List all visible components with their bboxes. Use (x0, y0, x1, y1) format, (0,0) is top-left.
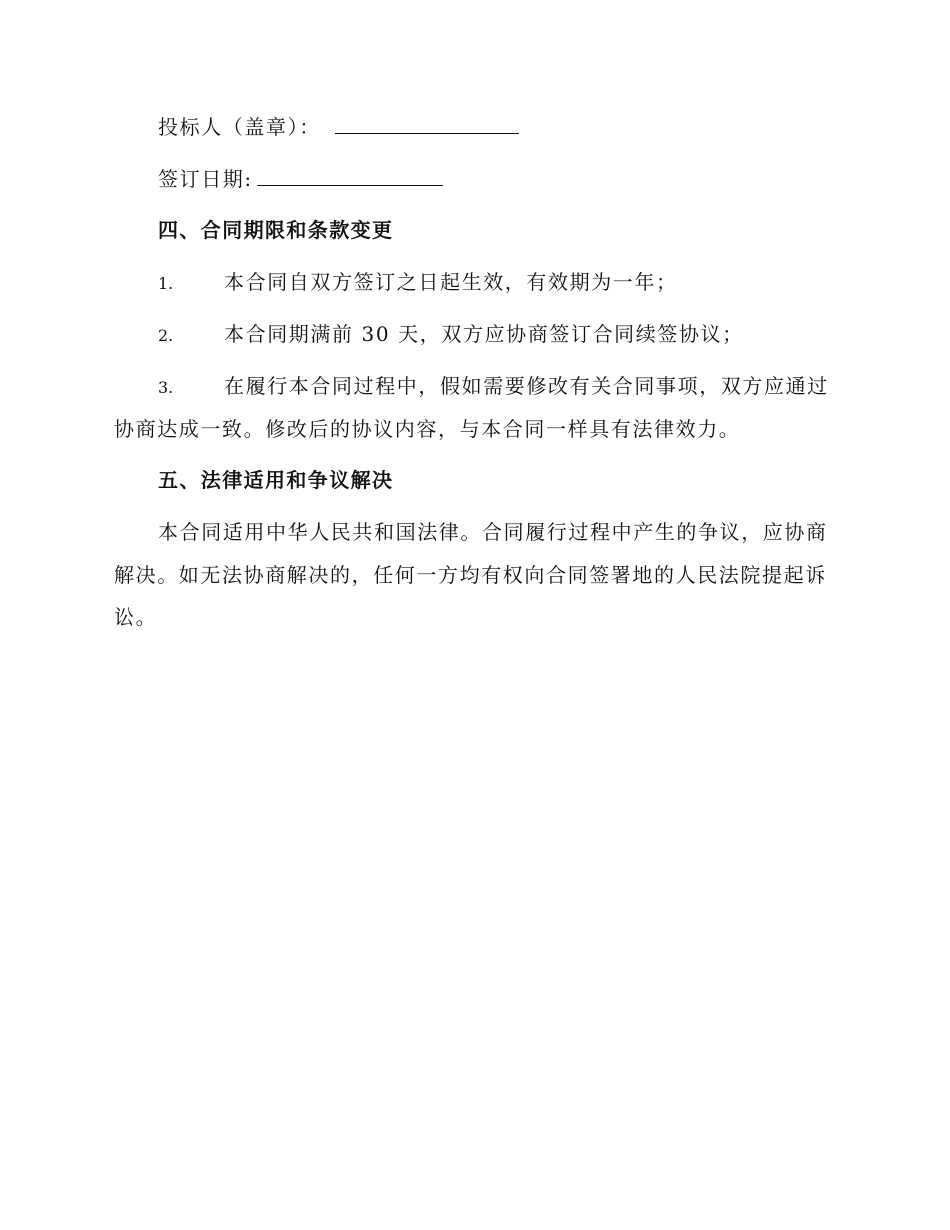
section-4-item-2 (158, 320, 878, 350)
section-4-item-3 (158, 372, 878, 402)
signing-date-label: 签订日期: (158, 167, 253, 191)
signing-date-line (158, 165, 878, 193)
section-4-item-3-continuation: 协商达成一致。修改后的协议内容，与本合同一样具有法律效力。 (114, 417, 741, 441)
item-text: 在履行本合同过程中，假如需要修改有关合同事项，双方应通过 (224, 374, 829, 398)
section-5-paragraph-line-2: 解决。如无法协商解决的，任何一方均有权向合同签署地的人民法院提起诉 (114, 563, 827, 587)
section-5-paragraph-line-1: 本合同适用中华人民共和国法律。合同履行过程中产生的争议，应协商 (158, 520, 828, 544)
item-text: 本合同期满前 30 天，双方应协商签订合同续签协议； (224, 322, 744, 346)
section-4-item-1 (158, 268, 878, 298)
item-number: 2. (158, 326, 174, 345)
section-5-title: 五、法律适用和争议解决 (158, 468, 394, 492)
item-text: 本合同自双方签订之日起生效，有效期为一年； (224, 270, 678, 294)
bidder-label: 投标人（盖章）： (158, 115, 321, 139)
signing-date-blank (257, 165, 443, 186)
bidder-signature-line (158, 113, 878, 141)
item-number: 3. (158, 378, 174, 397)
bidder-signature-blank (335, 113, 519, 134)
section-4-title: 四、合同期限和条款变更 (158, 218, 394, 242)
item-number: 1. (158, 274, 174, 293)
section-5-paragraph-line-3: 讼。 (114, 605, 158, 629)
